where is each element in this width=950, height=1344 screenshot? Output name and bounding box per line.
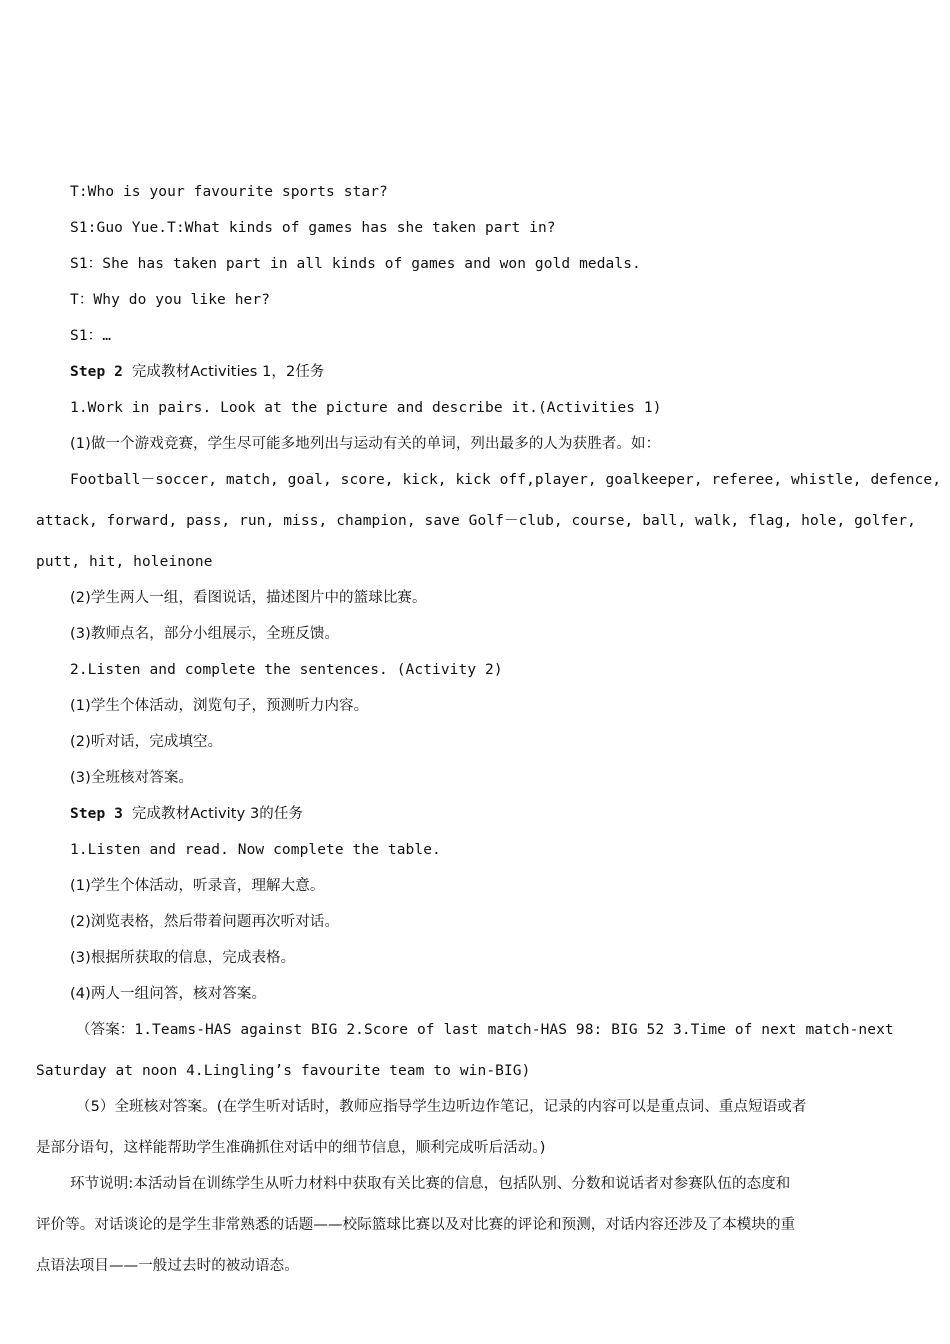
dialogue-line: S1:Guo Yue.T:What kinds of games has she taken part in?: [70, 220, 556, 236]
instruction-line: (2)听对话，完成填空。: [70, 734, 223, 750]
step-3-title: 完成教材Activity 3的任务: [131, 806, 304, 822]
instruction-line: (1)学生个体活动，浏览句子，预测听力内容。: [70, 698, 369, 714]
instruction-line: (4)两人一组问答，核对答案。: [70, 986, 267, 1002]
note-line: （5）全班核对答案。(在学生听对话时，教师应指导学生边听边作笔记，记录的内容可以是重点词、重点短语或者: [76, 1099, 807, 1115]
answer-line: （答案：1.Teams-HAS against BIG 2.Score of last match-HAS 98: BIG 52 3.Time of next match-next: [76, 1022, 894, 1038]
step-3-heading: [70, 804, 303, 824]
activity-3-title: 1.Listen and read. Now complete the table.: [70, 842, 441, 858]
note-line: 是部分语句，这样能帮助学生准确抓住对话中的细节信息，顺利完成听后活动。): [36, 1140, 546, 1156]
instruction-line: (1)学生个体活动，听录音，理解大意。: [70, 878, 325, 894]
explanation-line: 评价等。对话谈论的是学生非常熟悉的话题——校际篮球比赛以及对比赛的评论和预测，对话内容还涉及了本模块的重: [36, 1217, 796, 1233]
step-2-title: 完成教材Activities 1，2任务: [131, 364, 325, 380]
explanation-line: 点语法项目——一般过去时的被动语态。: [36, 1258, 299, 1274]
dialogue-line: S1：…: [70, 328, 112, 344]
instruction-line: (3)根据所获取的信息，完成表格。: [70, 950, 296, 966]
step-2-heading: [70, 362, 325, 382]
vocabulary-line: Football－soccer, match, goal, score, kick, kick off,player, goalkeeper, referee, whistle, defence,: [70, 472, 942, 488]
instruction-line: (1)做一个游戏竞赛，学生尽可能多地列出与运动有关的单词，列出最多的人为获胜者。如：: [70, 436, 661, 452]
instruction-line: (3)全班核对答案。: [70, 770, 194, 786]
activity-2-title: 2.Listen and complete the sentences. (Activity 2): [70, 662, 503, 678]
step-2-label: Step 2: [70, 364, 123, 380]
instruction-line: (3)教师点名，部分小组展示，全班反馈。: [70, 626, 340, 642]
dialogue-line: S1：She has taken part in all kinds of games and won gold medals.: [70, 256, 641, 272]
instruction-line: (2)学生两人一组，看图说话，描述图片中的篮球比赛。: [70, 590, 427, 606]
answer-line: Saturday at noon 4.Lingling’s favourite team to win-BIG): [36, 1063, 531, 1079]
explanation-line: 环节说明:本活动旨在训练学生从听力材料中获取有关比赛的信息，包括队别、分数和说话者对参赛队伍的态度和: [70, 1176, 791, 1192]
instruction-line: (2)浏览表格，然后带着问题再次听对话。: [70, 914, 340, 930]
vocabulary-line: putt, hit, holeinone: [36, 554, 213, 570]
dialogue-line: T：Why do you like her?: [70, 292, 271, 308]
dialogue-line: T:Who is your favourite sports star?: [70, 184, 388, 200]
step-3-label: Step 3: [70, 806, 123, 822]
vocabulary-line: attack, forward, pass, run, miss, champion, save Golf－club, course, ball, walk, flag, hole, golfer,: [36, 513, 916, 529]
activity-1-title: 1.Work in pairs. Look at the picture and describe it.(Activities 1): [70, 400, 662, 416]
